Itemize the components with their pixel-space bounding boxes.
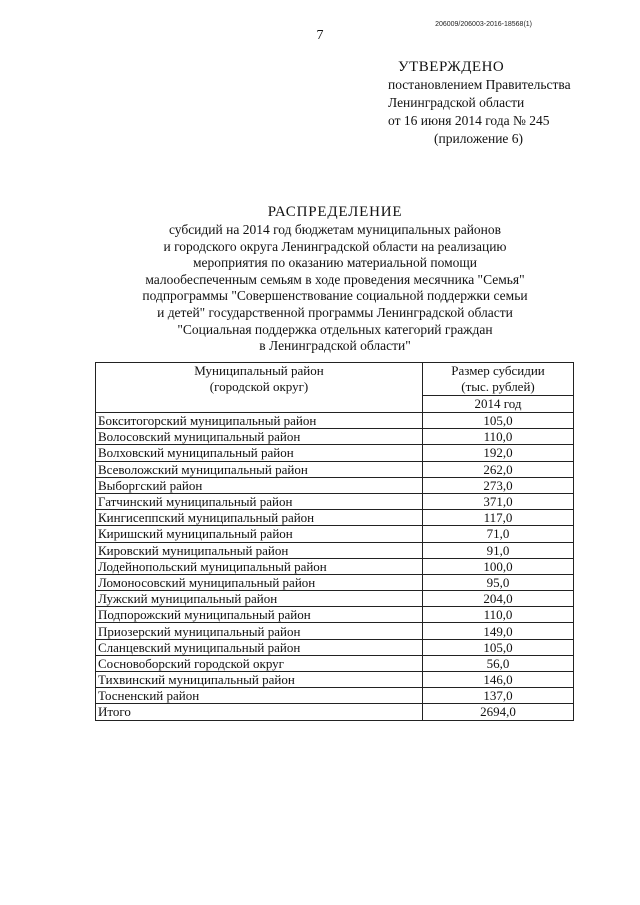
total-value: 2694,0	[423, 704, 574, 720]
district-name: Ломоносовский муниципальный район	[96, 574, 423, 590]
district-name: Подпорожский муниципальный район	[96, 607, 423, 623]
approval-line: Ленинградской области	[388, 95, 525, 110]
subsidy-table	[95, 362, 574, 721]
title-line: в Ленинградской области"	[259, 338, 411, 354]
table-row	[96, 526, 574, 542]
table-row	[96, 445, 574, 461]
column-header-district	[96, 363, 423, 413]
column-header-district-line2: (городской округ)	[209, 379, 309, 394]
subsidy-value: 137,0	[423, 688, 574, 704]
subsidy-value: 262,0	[423, 461, 574, 477]
document-title	[0, 203, 640, 355]
subsidy-value: 146,0	[423, 672, 574, 688]
subsidy-value: 371,0	[423, 493, 574, 509]
table-row	[96, 607, 574, 623]
table-row	[96, 688, 574, 704]
document-id: 206009/206003-2016-18568(1)	[435, 21, 532, 28]
table-row	[96, 672, 574, 688]
approval-stamp	[388, 58, 608, 148]
district-name: Тихвинский муниципальный район	[96, 672, 423, 688]
table-row	[96, 461, 574, 477]
district-name: Выборгский район	[96, 477, 423, 493]
table-row	[96, 542, 574, 558]
approval-line: от 16 июня 2014 года № 245	[388, 113, 550, 128]
table-row	[96, 623, 574, 639]
district-name: Кировский муниципальный район	[96, 542, 423, 558]
column-header-subsidy-line1: Размер субсидии	[451, 363, 545, 378]
table-row	[96, 574, 574, 590]
district-name: Киришский муниципальный район	[96, 526, 423, 542]
table-row	[96, 510, 574, 526]
table-row	[96, 639, 574, 655]
district-name: Волховский муниципальный район	[96, 445, 423, 461]
district-name: Приозерский муниципальный район	[96, 623, 423, 639]
table-row	[96, 591, 574, 607]
subsidy-value: 71,0	[423, 526, 574, 542]
table-row	[96, 429, 574, 445]
district-name: Сланцевский муниципальный район	[96, 639, 423, 655]
district-name: Лужский муниципальный район	[96, 591, 423, 607]
district-name: Бокситогорский муниципальный район	[96, 413, 423, 429]
approval-line: (приложение 6)	[434, 131, 524, 146]
district-name: Сосновоборский городской округ	[96, 655, 423, 671]
subsidy-value: 100,0	[423, 558, 574, 574]
district-name: Кингисеппский муниципальный район	[96, 510, 423, 526]
subsidy-value: 110,0	[423, 429, 574, 445]
title-line: малообеспеченным семьям в ходе проведения месячника "Семья"	[145, 271, 525, 287]
title-line: подпрограммы "Совершенствование социальной поддержки семьи	[142, 288, 528, 304]
table-row	[96, 477, 574, 493]
table-row	[96, 558, 574, 574]
subsidy-value: 192,0	[423, 445, 574, 461]
subsidy-value: 117,0	[423, 510, 574, 526]
subsidy-value: 149,0	[423, 623, 574, 639]
page-number: 7	[316, 28, 324, 43]
district-name: Волосовский муниципальный район	[96, 429, 423, 445]
subsidy-value: 105,0	[423, 639, 574, 655]
total-label: Итого	[96, 704, 423, 720]
subsidy-value: 110,0	[423, 607, 574, 623]
title-heading: РАСПРЕДЕЛЕНИЕ	[267, 204, 403, 220]
subsidy-value: 91,0	[423, 542, 574, 558]
subsidy-value: 204,0	[423, 591, 574, 607]
district-name: Лодейнопольский муниципальный район	[96, 558, 423, 574]
subsidy-value: 95,0	[423, 574, 574, 590]
title-line: субсидий на 2014 год бюджетам муниципальных районов	[168, 222, 502, 237]
subsidy-value: 105,0	[423, 413, 574, 429]
subsidy-value: 273,0	[423, 477, 574, 493]
column-header-year: 2014 год	[423, 396, 574, 413]
column-header-district-line1: Муниципальный район	[194, 363, 324, 378]
approval-line: постановлением Правительства	[388, 77, 571, 92]
column-header-subsidy-line2: (тыс. рублей)	[461, 379, 535, 394]
table-row	[96, 493, 574, 509]
title-line: мероприятия по оказанию материальной помощи	[192, 255, 477, 271]
table-row	[96, 655, 574, 671]
approval-heading: УТВЕРЖДЕНО	[398, 59, 505, 75]
column-header-subsidy	[423, 363, 574, 396]
district-name: Тосненский район	[96, 688, 423, 704]
title-line: и детей" государственной программы Ленинградской области	[157, 304, 513, 320]
title-line: "Социальная поддержка отдельных категорий граждан	[177, 321, 493, 337]
total-row	[96, 704, 574, 720]
table-row	[96, 413, 574, 429]
subsidy-value: 56,0	[423, 655, 574, 671]
district-name: Гатчинский муниципальный район	[96, 493, 423, 509]
district-name: Всеволожский муниципальный район	[96, 461, 423, 477]
title-line: и городского округа Ленинградской области на реализацию	[163, 238, 507, 254]
